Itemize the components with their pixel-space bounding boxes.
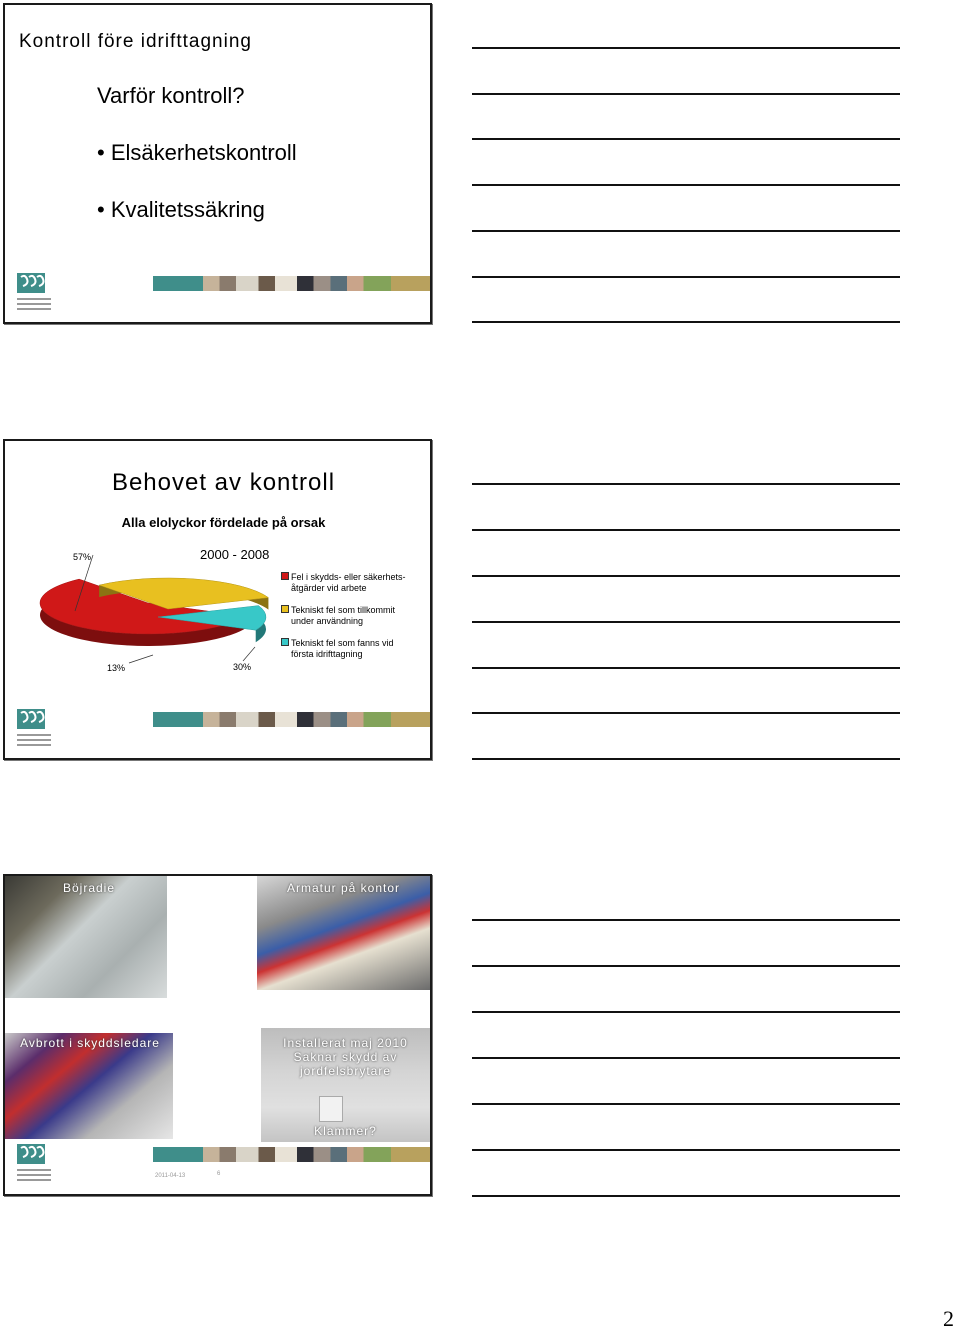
outlet-detail <box>319 1096 343 1122</box>
notes-line <box>472 712 900 714</box>
photo-caption: Avbrott i skyddsledare <box>20 1036 160 1050</box>
slide-title: Kontroll före idrifttagning <box>19 31 252 52</box>
legend-item <box>281 605 421 627</box>
photo-caption <box>261 1036 430 1078</box>
page-number: 2 <box>943 1306 954 1331</box>
notes-line <box>472 667 900 669</box>
legend-item <box>281 638 421 660</box>
notes-line <box>472 621 900 623</box>
slide-2 <box>3 439 432 760</box>
slide-banner <box>153 712 430 727</box>
legend-swatch <box>281 605 289 613</box>
legend-label: under användning <box>291 616 364 626</box>
sis-logo <box>13 1142 57 1186</box>
legend-label: första idrifttagning <box>291 649 363 659</box>
photo-caption: Böjradie <box>62 881 116 895</box>
leader-line <box>243 647 255 661</box>
bullet-item: • Kvalitetssäkring <box>97 197 265 222</box>
notes-line <box>472 321 900 323</box>
slide-banner <box>153 276 430 291</box>
legend-item <box>281 572 421 594</box>
sis-logo <box>13 707 57 751</box>
notes-line <box>472 1195 900 1197</box>
pie-chart <box>5 441 430 758</box>
caption-line: Saknar skydd av <box>293 1050 398 1064</box>
notes-line <box>472 230 900 232</box>
chart-period: 2000 - 2008 <box>200 547 270 562</box>
notes-line <box>472 1103 900 1105</box>
legend-label: åtgärder vid arbete <box>291 583 367 593</box>
caption-line: Installerat maj 2010 <box>283 1036 408 1050</box>
bullet-item: • Elsäkerhetskontroll <box>97 140 297 165</box>
notes-line <box>472 47 900 49</box>
notes-line <box>472 276 900 278</box>
notes-line <box>472 965 900 967</box>
percent-label: 30% <box>233 662 252 672</box>
notes-line <box>472 184 900 186</box>
leader-line <box>129 655 153 663</box>
photo-caption: Klammer? <box>314 1124 377 1138</box>
footer-date: 2011-04-13 <box>155 1173 186 1179</box>
notes-line <box>472 919 900 921</box>
slide-banner <box>153 1147 430 1162</box>
notes-line <box>472 1057 900 1059</box>
slide-title: Behovet av kontroll <box>111 469 336 496</box>
legend-label: Tekniskt fel som tillkommit <box>291 605 396 615</box>
caption-line: jordfelsbrytare <box>299 1064 392 1078</box>
legend-swatch <box>281 572 289 580</box>
slide-subtitle: Varför kontroll? <box>97 83 245 108</box>
notes-line <box>472 529 900 531</box>
percent-label: 57% <box>73 552 92 562</box>
percent-label: 13% <box>107 663 126 673</box>
notes-line <box>472 93 900 95</box>
notes-line <box>472 575 900 577</box>
notes-line <box>472 138 900 140</box>
footer-slide-number: 6 <box>217 1171 221 1177</box>
legend-label: Fel i skydds- eller säkerhets- <box>291 572 406 582</box>
notes-line <box>472 1149 900 1151</box>
notes-line <box>472 1011 900 1013</box>
photo-caption: Armatur på kontor <box>286 881 401 895</box>
legend-label: Tekniskt fel som fanns vid <box>291 638 394 648</box>
notes-line <box>472 483 900 485</box>
slide-1 <box>3 3 432 324</box>
slide-3 <box>3 874 432 1196</box>
notes-line <box>472 758 900 760</box>
sis-logo <box>13 271 57 315</box>
legend-swatch <box>281 638 289 646</box>
chart-title: Alla elolyckor fördelade på orsak <box>121 515 326 530</box>
